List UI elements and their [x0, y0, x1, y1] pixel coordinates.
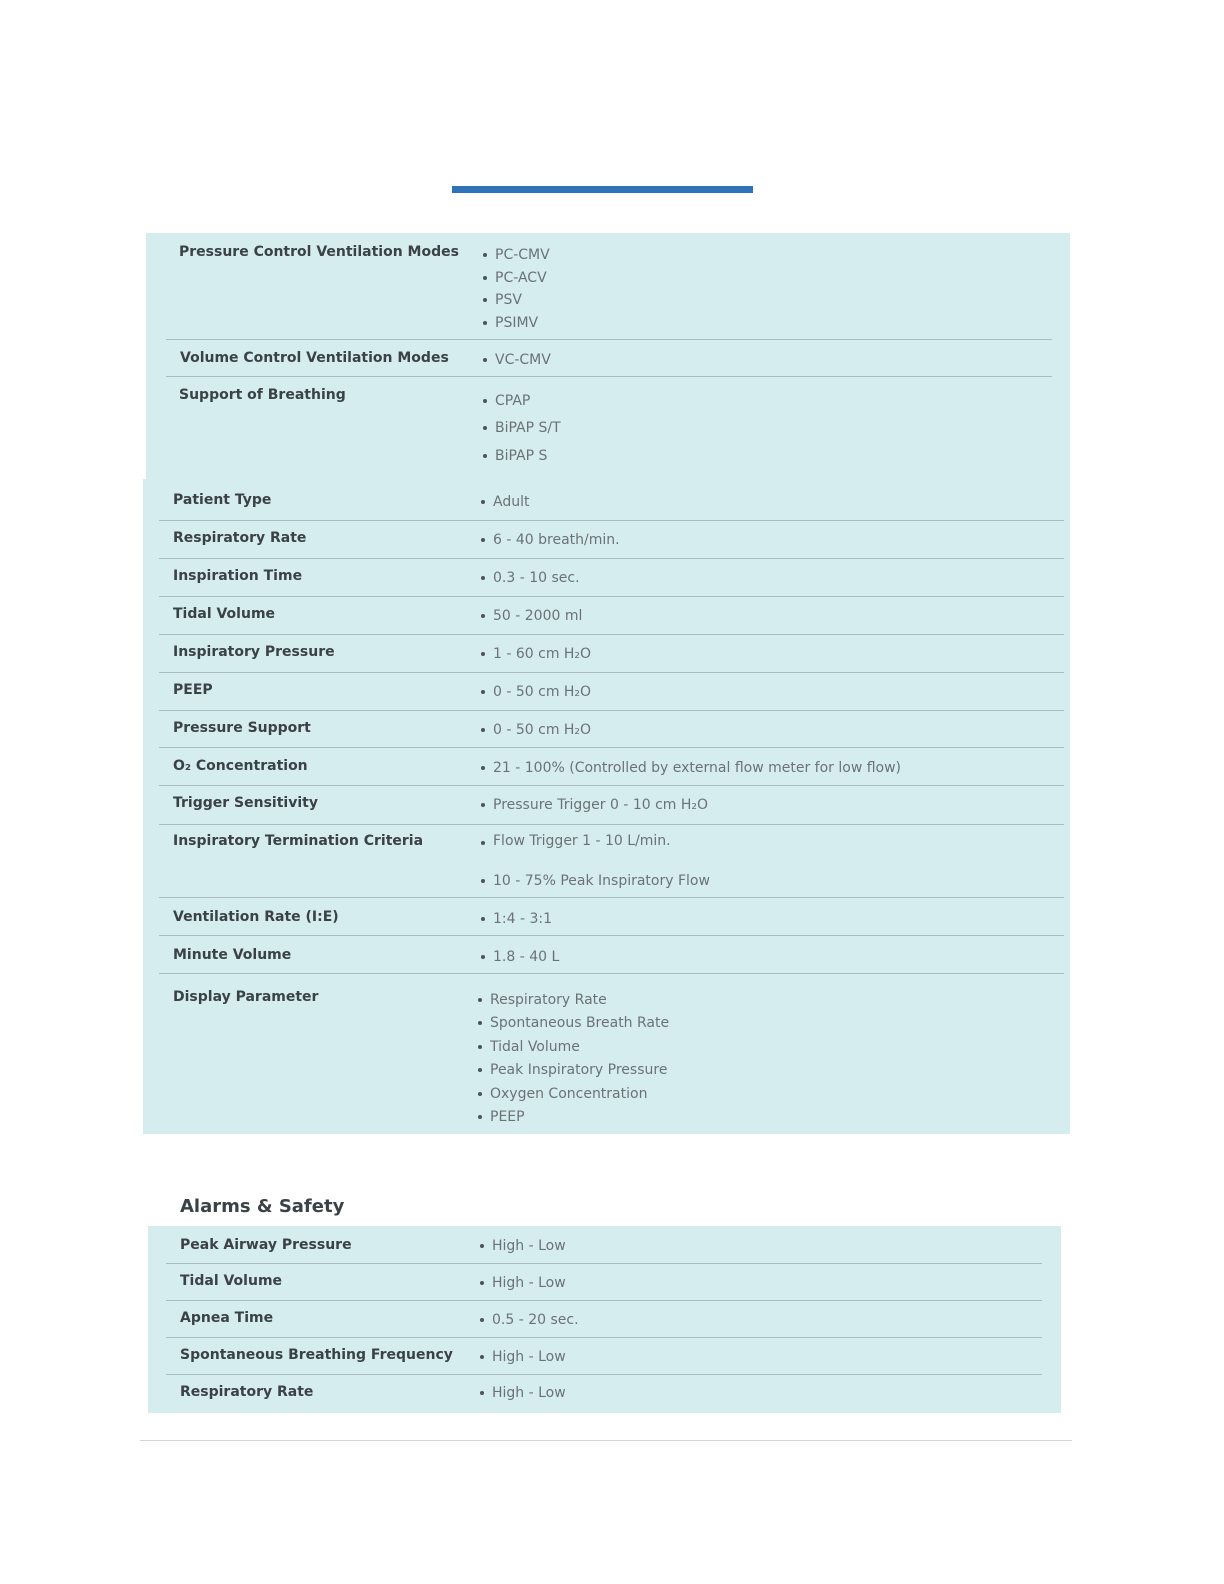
value-item [481, 606, 582, 626]
bullet-icon [481, 841, 485, 845]
row-label: Inspiratory Termination Criteria [173, 833, 424, 849]
row-values [483, 350, 551, 370]
row-values [483, 244, 550, 334]
bullet-icon [483, 426, 487, 430]
bullet-icon [481, 500, 485, 504]
value-text: High - Low [492, 1349, 566, 1365]
value-text: BiPAP S [495, 447, 548, 464]
value-item [483, 387, 561, 415]
value-text: Respiratory Rate [490, 991, 607, 1008]
row-divider [166, 1337, 1042, 1338]
value-text: Tidal Volume [490, 1038, 580, 1055]
row-label: Pressure Control Ventilation Modes [179, 244, 459, 260]
bullet-icon [483, 298, 487, 302]
bullet-icon [481, 690, 485, 694]
row-label: Spontaneous Breathing Frequency [180, 1347, 453, 1363]
row-values [481, 947, 559, 967]
row-label: Inspiratory Pressure [173, 644, 335, 660]
value-text: Pressure Trigger 0 - 10 cm H₂O [493, 797, 709, 813]
value-text: Flow Trigger 1 - 10 L/min. [493, 833, 671, 849]
row-values [481, 530, 620, 550]
row-divider [166, 376, 1052, 377]
row-divider [159, 897, 1064, 898]
bullet-icon [481, 766, 485, 770]
value-item [478, 1012, 669, 1036]
row-values [481, 833, 710, 891]
row-label: Ventilation Rate (I:E) [173, 909, 339, 925]
row-label: Tidal Volume [180, 1273, 283, 1289]
value-item [483, 442, 561, 470]
value-item [480, 1383, 566, 1403]
value-item [483, 312, 550, 335]
value-item [481, 682, 591, 702]
row-label: Patient Type [173, 492, 272, 508]
row-divider [159, 710, 1064, 711]
value-text: High - Low [492, 1238, 566, 1254]
value-item [481, 947, 559, 967]
bullet-icon [481, 614, 485, 618]
row-values [481, 795, 708, 815]
value-text: 21 - 100% (Controlled by external flow meter for low flow) [493, 760, 902, 776]
value-item [483, 350, 551, 370]
value-item [481, 909, 552, 929]
value-item [481, 530, 620, 550]
bullet-icon [478, 1045, 482, 1049]
row-divider [159, 824, 1064, 825]
value-item [481, 644, 591, 664]
bullet-icon [481, 955, 485, 959]
row-label: Minute Volume [173, 947, 292, 963]
value-text: 1:4 - 3:1 [493, 911, 553, 927]
row-divider [159, 520, 1064, 521]
bullet-icon [481, 803, 485, 807]
bullet-icon [480, 1355, 484, 1359]
row-divider [166, 1374, 1042, 1375]
row-values [478, 988, 669, 1129]
row-label: Apnea Time [180, 1310, 274, 1326]
row-label: Tidal Volume [173, 606, 276, 622]
row-label: O₂ Concentration [173, 758, 308, 774]
row-values [480, 1310, 579, 1330]
value-item [481, 833, 710, 871]
row-values [481, 720, 591, 740]
bullet-icon [481, 728, 485, 732]
row-divider [159, 596, 1064, 597]
value-text: 0.3 - 10 sec. [493, 570, 580, 586]
row-values [481, 682, 591, 702]
value-item [483, 267, 550, 290]
value-item [480, 1236, 566, 1256]
row-label: Volume Control Ventilation Modes [180, 350, 449, 366]
row-label: Respiratory Rate [173, 530, 307, 546]
value-text: High - Low [492, 1275, 566, 1291]
bullet-icon [481, 879, 485, 883]
value-text: VC-CMV [495, 352, 551, 368]
row-label: Support of Breathing [179, 387, 346, 403]
bullet-icon [481, 576, 485, 580]
row-divider [166, 339, 1052, 340]
row-divider [159, 785, 1064, 786]
value-item [478, 1106, 669, 1130]
row-label: Respiratory Rate [180, 1384, 314, 1400]
row-values [481, 909, 552, 929]
value-text: CPAP [495, 392, 531, 409]
value-item [480, 1347, 566, 1367]
value-item [478, 1082, 669, 1106]
bullet-icon [483, 321, 487, 325]
value-text: PSV [495, 292, 522, 309]
row-divider [159, 973, 1064, 974]
bullet-icon [478, 1021, 482, 1025]
bullet-icon [480, 1318, 484, 1322]
value-text: Adult [493, 494, 530, 510]
bullet-icon [478, 1068, 482, 1072]
value-text: 1 - 60 cm H₂O [493, 646, 592, 662]
row-label: Inspiration Time [173, 568, 303, 584]
row-values [481, 644, 591, 664]
bullet-icon [478, 1092, 482, 1096]
bullet-icon [478, 1115, 482, 1119]
parameters-table [143, 479, 1070, 1134]
row-divider [159, 672, 1064, 673]
row-label: Pressure Support [173, 720, 311, 736]
value-item [481, 492, 529, 512]
row-values [483, 387, 561, 470]
value-text: Oxygen Concentration [490, 1085, 648, 1102]
value-item [481, 720, 591, 740]
bullet-icon [483, 276, 487, 280]
bullet-icon [480, 1281, 484, 1285]
row-values [480, 1236, 566, 1256]
value-item [481, 795, 708, 815]
value-text: 10 - 75% Peak Inspiratory Flow [493, 873, 710, 889]
row-divider [166, 1300, 1042, 1301]
row-values [480, 1347, 566, 1367]
alarms-section-title: Alarms & Safety [180, 1196, 345, 1217]
value-item [478, 988, 669, 1012]
value-text: PC-ACV [495, 269, 547, 286]
bullet-icon [481, 538, 485, 542]
row-values [481, 606, 582, 626]
row-divider [166, 1263, 1042, 1264]
title-accent-bar [452, 186, 753, 193]
bullet-icon [481, 917, 485, 921]
value-item [483, 244, 550, 267]
row-label: Display Parameter [173, 989, 319, 1005]
value-item [483, 415, 561, 443]
value-text: High - Low [492, 1385, 566, 1401]
alarms-table [148, 1226, 1061, 1413]
row-label: Trigger Sensitivity [173, 795, 318, 811]
bullet-icon [483, 253, 487, 257]
bullet-icon [481, 652, 485, 656]
bullet-icon [483, 358, 487, 362]
row-values [480, 1273, 566, 1293]
modes-table [146, 233, 1070, 479]
row-values [481, 758, 901, 778]
value-item [481, 758, 901, 778]
bullet-icon [478, 998, 482, 1002]
value-text: Peak Inspiratory Pressure [490, 1062, 668, 1079]
row-divider [159, 634, 1064, 635]
row-values [481, 568, 580, 588]
row-label: PEEP [173, 682, 213, 698]
row-divider [159, 747, 1064, 748]
value-item [481, 871, 710, 891]
value-text: 6 - 40 breath/min. [493, 532, 620, 548]
value-item [483, 289, 550, 312]
value-text: Spontaneous Breath Rate [490, 1015, 670, 1032]
row-values [480, 1383, 566, 1403]
row-divider [159, 935, 1064, 936]
value-text: 0 - 50 cm H₂O [493, 684, 592, 700]
value-text: BiPAP S/T [495, 420, 561, 437]
value-item [480, 1310, 579, 1330]
value-text: PSIMV [495, 314, 539, 331]
bullet-icon [483, 454, 487, 458]
row-values [481, 492, 529, 512]
value-text: 0.5 - 20 sec. [492, 1312, 579, 1328]
value-text: 50 - 2000 ml [493, 608, 583, 624]
row-divider [159, 558, 1064, 559]
value-text: PC-CMV [495, 247, 550, 264]
row-label: Peak Airway Pressure [180, 1237, 352, 1253]
value-text: PEEP [490, 1109, 525, 1126]
bullet-icon [480, 1244, 484, 1248]
value-text: 1.8 - 40 L [493, 949, 560, 965]
value-text: 0 - 50 cm H₂O [493, 722, 592, 738]
value-item [478, 1059, 669, 1083]
value-item [480, 1273, 566, 1293]
bullet-icon [480, 1391, 484, 1395]
footer-divider [140, 1440, 1072, 1441]
bullet-icon [483, 399, 487, 403]
value-item [478, 1035, 669, 1059]
value-item [481, 568, 580, 588]
